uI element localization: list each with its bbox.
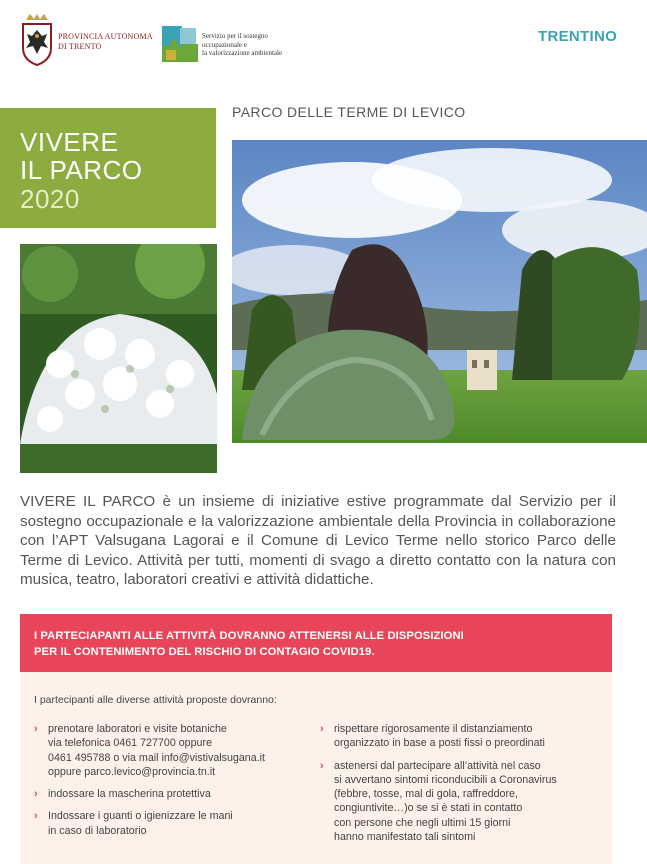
park-name: PARCO DELLE TERME DI LEVICO bbox=[232, 104, 466, 120]
title-line-2: IL PARCO bbox=[20, 155, 143, 185]
warning-line-1: I PARTECIAPANTI ALLE ATTIVITÀ DOVRANNO ATTENERSI ALLE DISPOSIZIONI bbox=[34, 630, 464, 642]
rule-text: rispettare rigorosamente il distanziamento bbox=[334, 723, 533, 735]
intro-paragraph: VIVERE IL PARCO è un insieme di iniziative estive programmate dal Servizio per il sostegno occupazionale e la valorizzazione ambientale della Provincia in collaborazione con l’APT Valsugana Lagorai e il Comune di Levico Terme nello storico Parco delle Terme di Levico. Attività per tutti, momenti di svago a diretto contatto con la natura con musica, teatro, laboratori creativi e attività didattiche. bbox=[20, 493, 616, 588]
info-lead: I partecipanti alle diverse attività proposte dovranno: bbox=[34, 694, 277, 706]
bullet-chevron-icon: › bbox=[34, 723, 38, 735]
rule-text: oppure parco.levico@provincia.tn.it bbox=[48, 765, 216, 778]
rule-distancing bbox=[320, 722, 600, 751]
rule-text: Indossare i guanti o igienizzare le mani bbox=[48, 810, 233, 823]
rule-text: via telefonica 0461 727700 oppure bbox=[48, 737, 213, 750]
rule-text: con persone che negli ultimi 15 giorni bbox=[334, 816, 511, 829]
coat-of-arms-icon bbox=[20, 14, 54, 66]
service-logo bbox=[162, 26, 302, 64]
rule-text: hanno manifestato tali sintomi bbox=[334, 831, 476, 844]
participants-info-box bbox=[20, 672, 612, 864]
trentino-logo bbox=[538, 28, 617, 45]
bullet-chevron-icon: › bbox=[34, 788, 38, 801]
rule-booking bbox=[34, 722, 314, 779]
rule-text: si avvertano sintomi riconducibili a Coronavirus bbox=[334, 773, 557, 786]
rule-text: congiuntivite…)o se si è stati in contatto bbox=[334, 802, 523, 815]
rule-gloves bbox=[34, 809, 314, 838]
covid-warning-banner bbox=[20, 614, 612, 672]
trentino-logo-text: TRENTINO bbox=[538, 28, 618, 45]
service-text-line-2: occupazionale e bbox=[202, 40, 247, 49]
rule-mask bbox=[34, 787, 314, 801]
bullet-chevron-icon: › bbox=[320, 723, 324, 735]
rule-text: astenersi dal partecipare all’attività nel caso bbox=[334, 759, 541, 772]
rule-text: 0461 495788 o via mail info@vistivalsugana.it bbox=[48, 751, 266, 764]
service-text-line-3: la valorizzazione ambientale bbox=[202, 49, 283, 57]
warning-line-2: PER IL CONTENIMENTO DEL RISCHIO DI CONTAGIO COVID19. bbox=[34, 646, 375, 658]
park-landscape-photo bbox=[232, 140, 647, 443]
rule-text: organizzato in base a posti fissi o preordinati bbox=[334, 737, 545, 750]
pat-text-line-2: DI TRENTO bbox=[58, 42, 102, 51]
title-block bbox=[0, 108, 216, 228]
pat-text-line-1: PROVINCIA AUTONOMA bbox=[58, 32, 153, 41]
rule-text: (febbre, tosse, mal di gola, raffreddore, bbox=[334, 788, 518, 801]
right-rules-column bbox=[320, 722, 600, 852]
rule-text: prenotare laboratori e visite botaniche bbox=[48, 723, 227, 735]
bullet-chevron-icon: › bbox=[34, 810, 38, 823]
rule-symptoms bbox=[320, 759, 600, 845]
service-text-line-1: Servizio per il sostegno bbox=[202, 32, 268, 40]
puzzle-icon bbox=[162, 26, 198, 62]
rule-text: in caso di laboratorio bbox=[48, 824, 147, 837]
rule-text: indossare la mascherina protettiva bbox=[48, 788, 211, 801]
bullet-chevron-icon: › bbox=[320, 759, 324, 772]
provincia-trento-logo bbox=[20, 14, 160, 66]
flowering-shrub-photo bbox=[20, 244, 217, 473]
title-year: 2020 bbox=[20, 184, 80, 214]
left-rules-column bbox=[34, 722, 314, 846]
title-line-1: VIVERE bbox=[20, 127, 119, 157]
